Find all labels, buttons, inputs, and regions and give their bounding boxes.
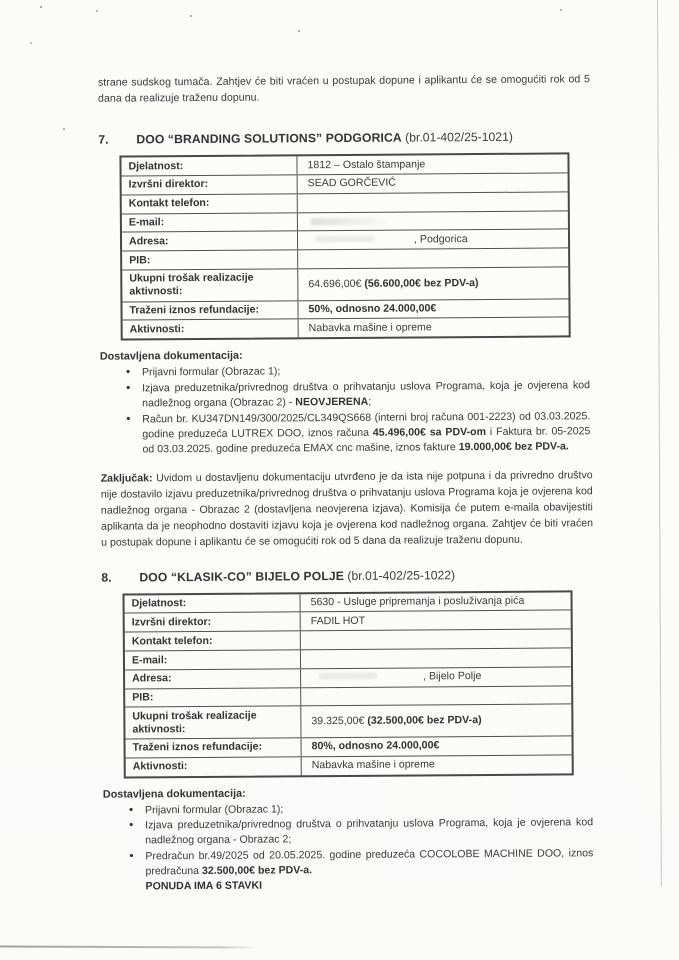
row-label: Traženi iznos refundacije: [122,301,298,320]
doc-text-bold: 32.500,00€ bez PDV-a. [201,864,313,878]
row-value-text: Nabavka mašine i opreme [311,758,435,772]
row-label: Adresa: [125,669,301,688]
row-label: Izvršni direktor: [122,175,298,194]
doc-text: Izjava preduzetnika/privrednog društva o prihvatanju uslova Programa, koja je ovjerena kod nadležnog organa (Obrazac 2) - [142,379,591,410]
row-value-text: 64.696,00€ [308,277,365,291]
row-value [297,155,567,175]
conclusion-paragraph [101,467,594,551]
row-value [302,755,572,775]
row-value [298,299,568,319]
case-reference: (br.01-402/25-1021) [405,129,513,145]
row-label: Djelatnost: [121,156,297,175]
row-value [299,318,569,338]
row-value [298,274,568,294]
row-value-bold-text: 50%, odnosno 24.000,00€ [308,302,437,316]
doc-text-bold: 45.496,00€ sa PDV-om [372,425,487,439]
doc-text-bold-line: PONUDA IMA 6 STAVKI [145,879,263,893]
company-info-table [122,590,573,778]
table-row-aktivnosti [123,318,569,339]
table-row-ukupni-trosak [122,267,568,302]
redaction-blank [308,234,414,243]
case-reference: (br.01-402/25-1022) [347,567,456,583]
row-value [298,211,568,231]
doc-list-item [142,362,590,380]
doc-text-bold: 19.000,00€ bez PDV-a. [458,440,569,453]
company-info-table [119,153,570,341]
row-value [301,667,571,687]
row-label: E-mail: [122,213,298,232]
table-row-ukupni-trosak [125,705,571,740]
row-value-text: SEAD GORČEVIĆ [307,177,396,190]
docs-list [100,362,593,457]
scan-artifact-specks [0,0,2,2]
row-value [298,230,568,250]
row-label: Traženi iznos refundacije: [126,738,302,757]
row-label: Kontakt telefon: [122,194,298,213]
row-value [301,611,571,631]
docs-heading: Dostavljena dokumentacija: [99,349,243,363]
row-label: Djelatnost: [125,594,301,613]
doc-list-item [142,409,590,457]
doc-text: ; [368,395,372,408]
section-7-heading [98,129,590,146]
section-8-heading [101,567,593,584]
row-value [298,173,568,193]
section-title [139,568,455,584]
conclusion-label: Zaključak: [100,471,153,485]
row-value [298,192,568,212]
row-label: Kontakt telefon: [125,631,301,650]
docs-heading: Dostavljena dokumentacija: [102,787,246,801]
doc-text-bold: NEOVJERENA [295,395,369,409]
row-label: Aktivnosti: [126,757,302,776]
row-value [301,592,571,612]
row-value-text: 1812 – Ostalo štampanje [307,158,426,171]
doc-text: Prijavni formular (Obrazac 1); [141,365,281,379]
row-value-text: Nabavka mašine i opreme [308,321,432,335]
row-label: Aktivnosti: [123,320,299,339]
row-value [301,686,571,706]
row-value-bold-text: (56.600,00€ bez PDV-a) [364,276,479,290]
intro-paragraph: strane sudskog tumača. Zahtjev će biti vraćen u postupak dopune i aplikantu će se omogućiti rok od 5 dana da realizuje traženu dopunu. [97,73,590,105]
docs-list [103,800,596,895]
doc-list-item [145,800,593,818]
company-name: DOO “BRANDING SOLUTIONS” PODGORICA [136,130,402,147]
scan-artifact-page-edge-horizontal [0,946,258,949]
row-value [301,711,571,731]
row-value [298,249,568,269]
doc-list-item [145,847,593,895]
row-label: PIB: [125,688,301,707]
doc-text: Prijavni formular (Obrazac 1); [144,802,284,816]
row-value [301,648,571,668]
row-label: Ukupni trošak realizacije aktivnosti: [125,707,301,739]
row-value-text: , Podgorica [413,232,468,246]
table-row-aktivnosti [126,755,572,776]
doc-list-item [142,378,590,411]
row-label: Adresa: [122,232,298,251]
row-value [301,630,571,650]
row-value [302,736,572,756]
row-value-text: , Bijelo Polje [423,670,482,683]
row-value-text: FADIL HOT [310,614,366,628]
doc-text: Izjava preduzetnika/privrednog društva o prihvatanju uslova Programa, koja je ovjerena kod nadležnog organa - Obrazac 2; [145,816,594,847]
section-number: 7. [98,132,109,147]
row-label: Ukupni trošak realizacije aktivnosti: [122,269,298,301]
row-label: E-mail: [125,650,301,669]
redaction-blank [311,672,423,681]
company-name: DOO “KLASIK-CO” BIJELO POLJE [139,568,345,585]
section-number: 8. [101,570,112,585]
doc-text: i Faktura br. 05-2025 od 03.03.2025. godine preduzeća EMAX cnc mašine, iznos fakture [142,425,591,456]
row-label: Izvršni direktor: [125,613,301,632]
row-value-text: 5630 - Usluge pripremanja i posluživanja pića [310,594,525,609]
redaction-smudge [311,217,387,225]
doc-text: Račun br. KU347DN149/300/2025/CL349QS668 (interni broj računa 001-2223) od 03.03.2025. godine preduzeća LUTREX DOO, iznos računa [142,410,591,441]
doc-list-item [145,816,593,849]
row-value-text: 39.325,00€ [311,715,368,728]
section-title [136,130,513,147]
conclusion-text: Uvidom u dostavljenu dokumentaciju utvrđeno je da ista nije potpuna i da privredno društvo nije dostavilo izjavu preduzetnika/privrednog društva o prihvatanju uslova Programa koja je ovjerena kod nadležnog organa - Obrazac 2 (dostavljena neovjerena izjava). Komisija će putem e-maila obavijestiti aplikanta da je neophodno dostaviti izjavu koja je ovjerena kod nadležnog organa. Zahtjev će biti vraćen u postupak dopune i aplikantu će se omogućiti rok od 5 dana da realizuje traženu dopunu. [100,468,594,550]
row-label: PIB: [122,250,298,269]
row-value-bold-text: 80%, odnosno 24.000,00€ [311,739,440,753]
row-value-bold-text: (32.500,00€ bez PDV-a) [367,714,482,728]
doc-text: Predračun br.49/2025 od 20.05.2025. godine preduzeća COCOLOBE MACHINE DOO, iznos predračuna [145,847,594,878]
